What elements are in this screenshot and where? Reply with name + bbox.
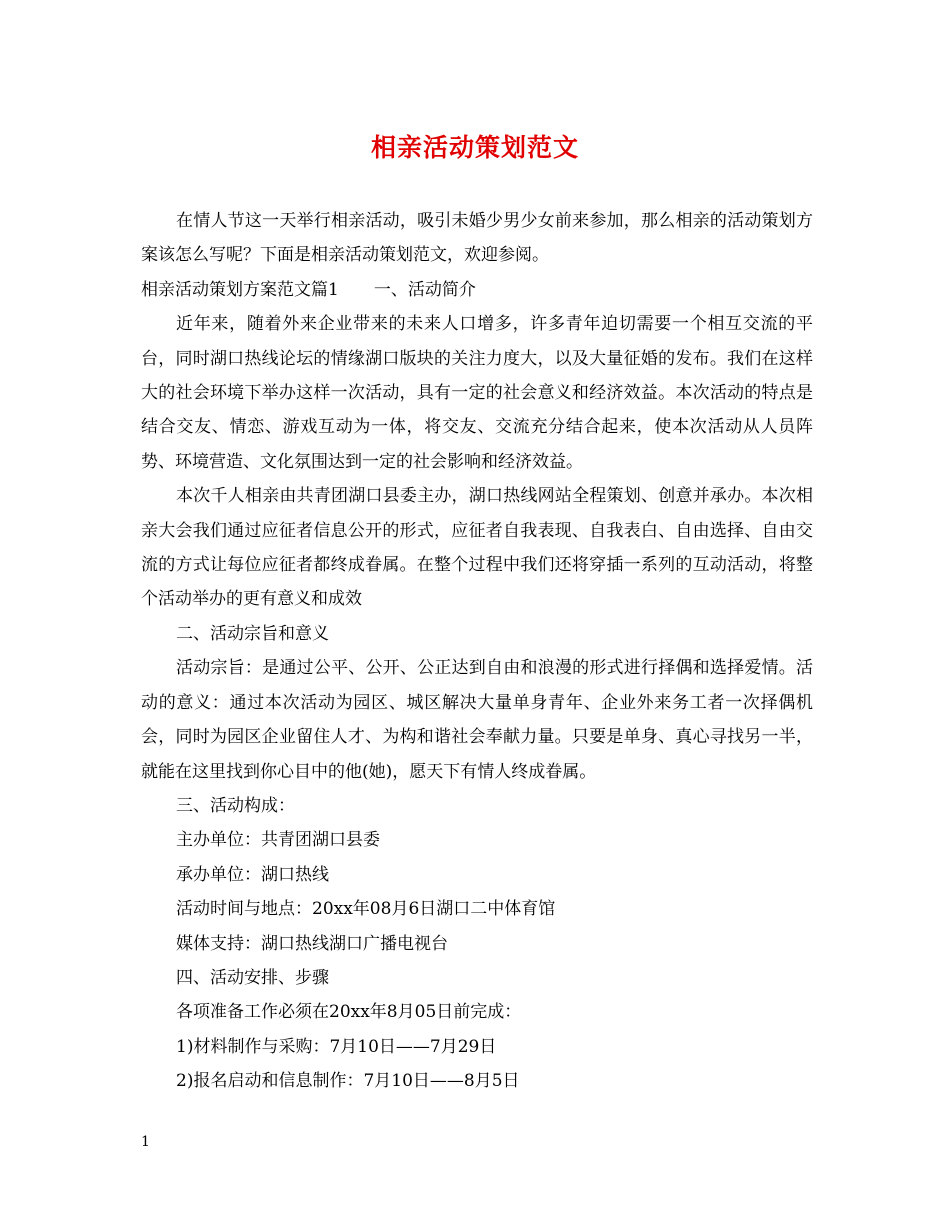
- organizer-line: 主办单位：共青团湖口县委: [176, 830, 380, 851]
- document-title: 相亲活动策划范文: [370, 133, 579, 162]
- document-body: [141, 204, 813, 1099]
- media-line: 媒体支持：湖口热线湖口广播电视台: [176, 933, 448, 954]
- section3-title: 三、活动构成：: [176, 795, 295, 816]
- section1-title: 一、活动简介: [373, 279, 476, 300]
- section2-title: 二、活动宗旨和意义: [176, 623, 329, 644]
- step-1-line: 1)材料制作与采购：7月10日——7月29日: [176, 1036, 497, 1057]
- subheading-line: [141, 273, 813, 307]
- intro-paragraph: 在情人节这一天举行相亲活动，吸引未婚少男少女前来参加，那么相亲的活动策划方案该怎么写呢？下面是相亲活动策划范文，欢迎参阅。: [141, 211, 813, 266]
- section1-paragraph-2: 本次千人相亲由共青团湖口县委主办，湖口热线网站全程策划、创意并承办。本次相亲大会我们通过应征者信息公开的形式，应征者自我表现、自我表白、自由选择、自由交流的方式让每位应征者都终成眷属。在整个过程中我们还将穿插一系列的互动活动，将整个活动举办的更有意义和成效: [141, 486, 813, 610]
- section2-paragraph: 活动宗旨：是通过公平、公开、公正达到自由和浪漫的形式进行择偶和选择爱情。活动的意义：通过本次活动为园区、城区解决大量单身青年、企业外来务工者一次择偶机会，同时为园区企业留住人才、为构和谐社会奉献力量。只要是单身、真心寻找另一半，就能在这里找到你心目中的他(她)，愿天下有情人终成眷属。: [141, 658, 813, 782]
- preparation-line: 各项准备工作必须在20xx年8月05日前完成：: [176, 1002, 522, 1023]
- section4-title: 四、活动安排、步骤: [176, 967, 329, 988]
- time-place-line: 活动时间与地点：20xx年08月6日湖口二中体育馆: [176, 899, 556, 920]
- page-number: 1: [141, 1134, 150, 1150]
- subheading-prefix: 相亲活动策划方案范文篇1: [141, 279, 339, 300]
- section1-paragraph-1: 近年来，随着外来企业带来的未来人口增多，许多青年迫切需要一个相互交流的平台，同时湖口热线论坛的情缘湖口版块的关注力度大，以及大量征婚的发布。我们在这样大的社会环境下举办这样一次活动，具有一定的社会意义和经济效益。本次活动的特点是结合交友、情恋、游戏互动为一体，将交友、交流充分结合起来，使本次活动从人员阵势、环境营造、文化氛围达到一定的社会影响和经济效益。: [141, 314, 813, 472]
- undertaker-line: 承办单位：湖口热线: [176, 864, 329, 885]
- step-2-line: 2)报名启动和信息制作：7月10日——8月5日: [176, 1071, 520, 1092]
